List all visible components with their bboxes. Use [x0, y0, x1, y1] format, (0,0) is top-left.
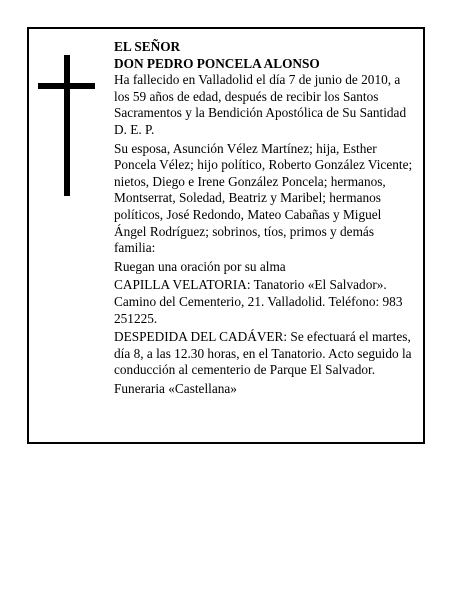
chapel-info: CAPILLA VELATORIA: Tanatorio «El Salvador». Camino del Cementerio, 21. Valladolid. Teléfono: 983 251225. [114, 277, 403, 326]
family-list: Su esposa, Asunción Vélez Martínez; hija, Esther Poncela Vélez; hijo político, Roberto González Vicente; nietos, Diego e Irene González Poncela; hermanos, Montserrat, Soledad, Beatriz y Maribel; hermanos políticos, José Redondo, Mateo Cabañas y Miguel Ángel Rodríguez; sobrinos, tíos, primos y demás familia: [114, 140, 413, 256]
farewell-info: DESPEDIDA DEL CADÁVER: Se efectuará el martes, día 8, a las 12.30 horas, en el Tanatorio. Acto seguido la conducción al cementerio de Parque El Salvador. [114, 329, 412, 378]
prayer-request: Ruegan una oración por su alma [114, 258, 286, 274]
cross-icon-bar [38, 83, 95, 89]
cross-icon [64, 55, 70, 196]
funeral-home: Funeraria «Castellana» [114, 380, 237, 396]
deceased-name: DON PEDRO PONCELA ALONSO [114, 55, 320, 71]
obituary-text [114, 39, 416, 399]
death-announcement: Ha fallecido en Valladolid el día 7 de junio de 2010, a los 59 años de edad, después de recibir los Santos Sacramentos y la Bendición Apostólica de Su Santidad D. E. P. [114, 72, 407, 137]
heading-title: EL SEÑOR [114, 39, 181, 54]
